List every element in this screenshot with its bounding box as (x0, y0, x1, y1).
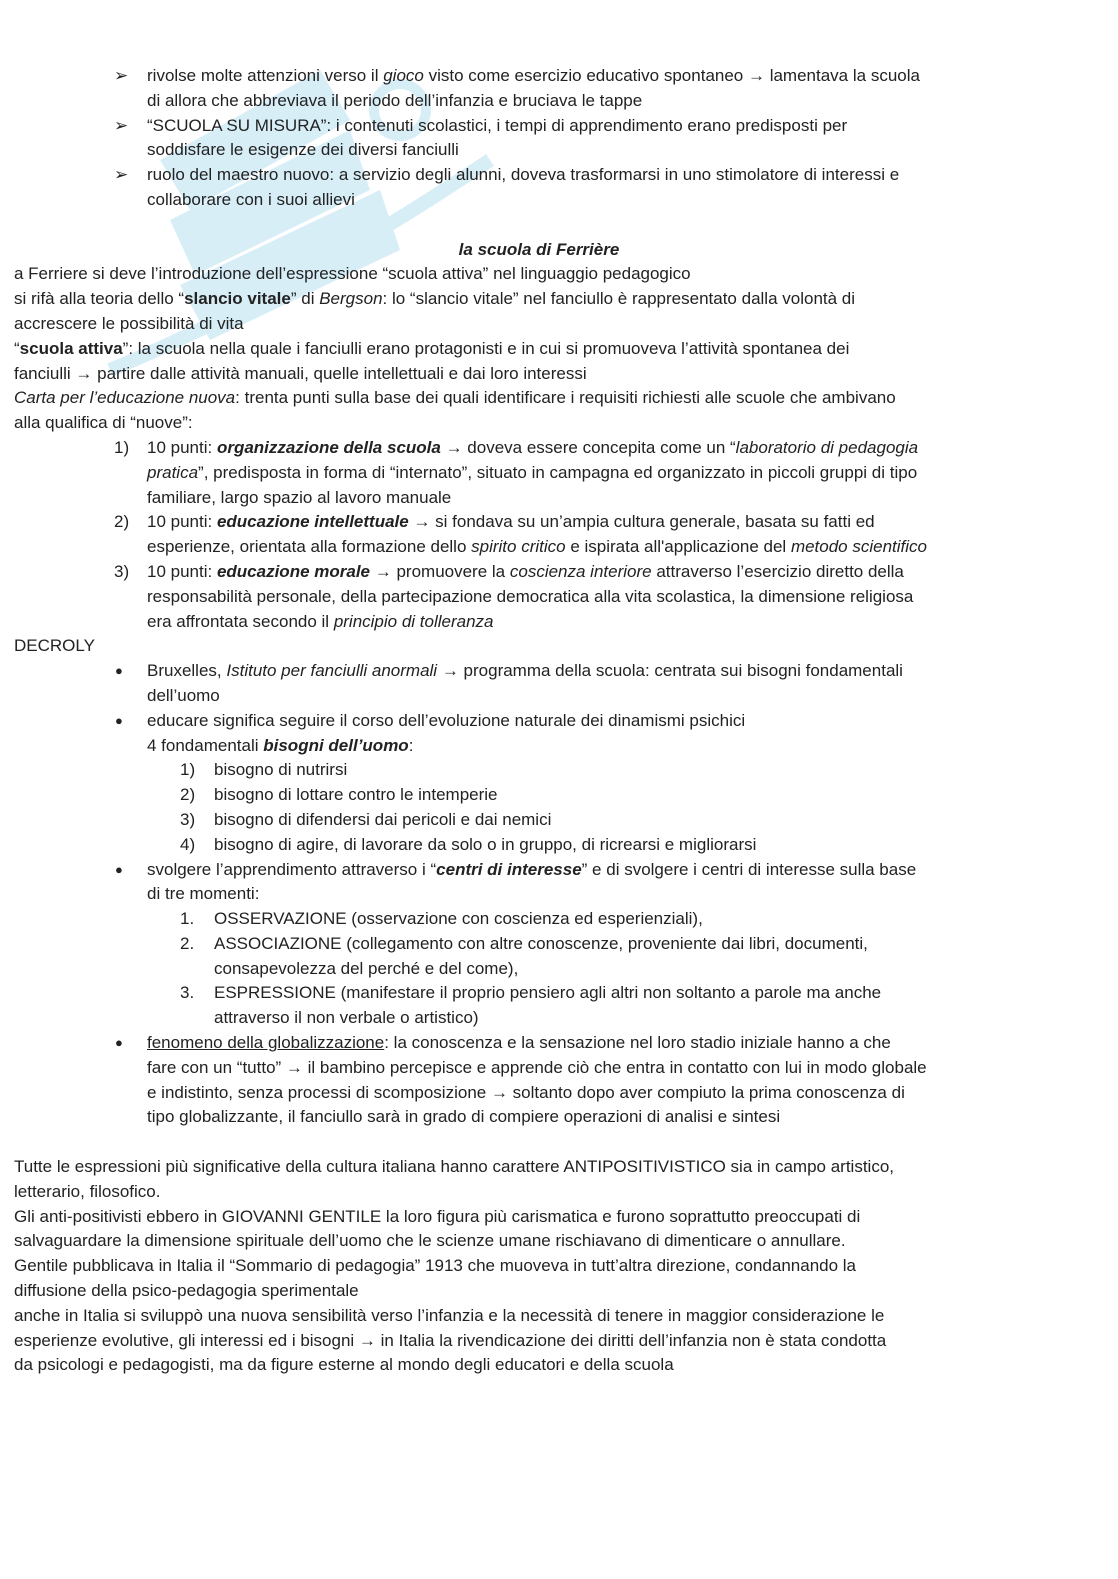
arrowhead-bullet-icon: ➢ (114, 115, 129, 135)
bullet-dot-icon: ● (115, 861, 123, 877)
item-number: 1. (180, 909, 195, 929)
paragraph: da psicologi e pedagogisti, ma da figure esterne al mondo degli educatori e della scuola (14, 1355, 674, 1375)
bullet-item: ● Bruxelles, Istituto per fanciulli anormali → programma della scuola: centrata sui bisogni fondamentali (14, 659, 1104, 684)
numbered-item-continuation: esperienze, orientata alla formazione dello spirito critico e ispirata all'applicazione del metodo scientifico (147, 537, 928, 557)
sub-numbered-item: 4) bisogno di agire, di lavorare da solo o in gruppo, di ricrearsi e migliorarsi (14, 833, 1104, 858)
numbered-item-continuation: responsabilità personale, della partecipazione democratica alla vita scolastica, la dimensione religiosa (147, 586, 914, 606)
paragraph: anche in Italia si sviluppò una nuova sensibilità verso l’infanzia e la necessità di tenere in maggior considerazione le (14, 1305, 885, 1325)
paragraph: salvaguardare la dimensione spirituale dell’uomo che le scienze umane rischiavano di dimenticare o annullare. (14, 1231, 846, 1251)
numbered-item: 2) 10 punti: educazione intellettuale → si fondava su un’ampia cultura generale, basata su fatti ed (14, 510, 1104, 535)
paragraph: a Ferriere si deve l’introduzione dell’espressione “scuola attiva” nel linguaggio pedagogico (14, 264, 691, 284)
bullet-item-continuation: tipo globalizzante, il fanciullo sarà in grado di compiere operazioni di analisi e sintesi (147, 1107, 781, 1127)
numbered-item-continuation: familiare, largo spazio al lavoro manuale (147, 487, 452, 507)
document-body (14, 64, 1104, 1378)
paragraph: esperienze evolutive, gli interessi ed i bisogni → in Italia la rivendicazione dei diritti dell’infanzia non è stata condotta (14, 1330, 887, 1350)
paragraph: Carta per l’educazione nuova: trenta punti sulla base dei quali identificare i requisiti richiesti alle scuole che ambivano (14, 388, 896, 408)
list-item-continuation: soddisfare le esigenze dei diversi fanciulli (147, 140, 459, 160)
paragraph: Tutte le espressioni più significative della cultura italiana hanno carattere ANTIPOSITIVISTICO sia in campo artistico, (14, 1157, 894, 1177)
arrowhead-bullet-icon: ➢ (114, 165, 129, 185)
list-item: ➢ ruolo del maestro nuovo: a servizio degli alunni, doveva trasformarsi in uno stimolatore di interessi e (14, 163, 1104, 188)
item-number: 2) (180, 785, 196, 805)
sub-numbered-item: 2) bisogno di lottare contro le intemperie (14, 783, 1104, 808)
list-item-continuation: di allora che abbreviava il periodo dell’infanzia e bruciava le tappe (147, 90, 643, 110)
numbered-item: 1) 10 punti: organizzazione della scuola → doveva essere concepita come un “laboratorio di pedagogia (14, 436, 1104, 461)
bullet-dot-icon: ● (115, 663, 123, 679)
sub-numbered-item: 1. OSSERVAZIONE (osservazione con coscienza ed esperienziali), (14, 907, 1104, 932)
paragraph-continuation: fanciulli → partire dalle attività manuali, quelle intellettuali e dai loro interessi (14, 363, 587, 383)
sub-numbered-item: 2. ASSOCIAZIONE (collegamento con altre conoscenze, proveniente dai libri, documenti, (14, 932, 1104, 957)
numbered-item: 3) 10 punti: educazione morale → promuovere la coscienza interiore attraverso l’esercizio diretto della (14, 560, 1104, 585)
numbered-item-continuation: pratica”, predisposta in forma di “internato”, situato in campagna ed organizzato in piccoli gruppi di tipo (147, 462, 918, 482)
item-number: 2. (180, 933, 195, 953)
bullet-dot-icon: ● (115, 1035, 123, 1051)
list-item: ➢ rivolse molte attenzioni verso il gioco visto come esercizio educativo spontaneo → lamentava la scuola (14, 64, 1104, 89)
sub-numbered-item-continuation: attraverso il non verbale o artistico) (214, 1008, 479, 1028)
paragraph: diffusione della psico-pedagogia sperimentale (14, 1281, 359, 1301)
item-number: 3) (180, 809, 196, 829)
paragraph: Gentile pubblicava in Italia il “Sommario di pedagogia” 1913 che muoveva in tutt’altra direzione, condannando la (14, 1256, 857, 1276)
paragraph: Gli anti-positivisti ebbero in GIOVANNI GENTILE la loro figura più carismatica e furono soprattutto preoccupati di (14, 1206, 861, 1226)
list-item-continuation: collaborare con i suoi allievi (147, 189, 355, 209)
bullet-item-continuation: 4 fondamentali bisogni dell’uomo: (147, 735, 414, 755)
item-number: 3) (114, 561, 130, 581)
bullet-item-continuation: di tre momenti: (147, 884, 260, 904)
paragraph: si rifà alla teoria dello “slancio vitale” di Bergson: lo “slancio vitale” nel fanciullo è rappresentato dalla volontà di (14, 289, 856, 309)
sub-numbered-item-continuation: consapevolezza del perché e del come), (214, 958, 519, 978)
section-heading-decroly: DECROLY (14, 636, 95, 656)
item-number: 1) (114, 437, 130, 457)
item-number: 3. (180, 983, 195, 1003)
arrowhead-bullet-icon: ➢ (114, 66, 129, 85)
bullet-item: ● fenomeno della globalizzazione: la conoscenza e la sensazione nel loro stadio iniziale hanno a che (14, 1031, 1104, 1056)
numbered-item-continuation: era affrontata secondo il principio di tolleranza (147, 611, 494, 631)
paragraph-continuation: alla qualifica di “nuove”: (14, 413, 193, 433)
paragraph: “scuola attiva”: la scuola nella quale i fanciulli erano protagonisti e in cui si promuoveva l’attività spontanea dei (14, 338, 850, 358)
bullet-item-continuation: e indistinto, senza processi di scomposizione → soltanto dopo aver compiuto la prima conoscenza di (147, 1082, 905, 1102)
list-item: ➢ “SCUOLA SU MISURA”: i contenuti scolastici, i tempi di apprendimento erano predisposti per (14, 114, 1104, 139)
section-heading-ferriere: la scuola di Ferrière (458, 239, 620, 259)
bullet-item: ● educare significa seguire il corso dell’evoluzione naturale dei dinamismi psichici (14, 709, 1104, 734)
sub-numbered-item: 1) bisogno di nutrirsi (14, 758, 1104, 783)
sub-numbered-item: 3) bisogno di difendersi dai pericoli e dai nemici (14, 808, 1104, 833)
bullet-item: ● svolgere l’apprendimento attraverso i “centri di interesse” e di svolgere i centri di interesse sulla base (14, 858, 1104, 883)
paragraph-continuation: accrescere le possibilità di vita (14, 313, 244, 333)
bullet-item-continuation: dell’uomo (147, 685, 220, 705)
sub-numbered-item: 3. ESPRESSIONE (manifestare il proprio pensiero agli altri non soltanto a parole ma anche (14, 981, 1104, 1006)
paragraph: letterario, filosofico. (14, 1181, 161, 1201)
bullet-item-continuation: fare con un “tutto” → il bambino percepisce e apprende ciò che entra in contatto con lui in modo globale (147, 1057, 927, 1077)
item-number: 1) (180, 760, 196, 780)
item-number: 4) (180, 834, 196, 854)
bullet-dot-icon: ● (115, 712, 123, 728)
item-number: 2) (114, 512, 130, 532)
